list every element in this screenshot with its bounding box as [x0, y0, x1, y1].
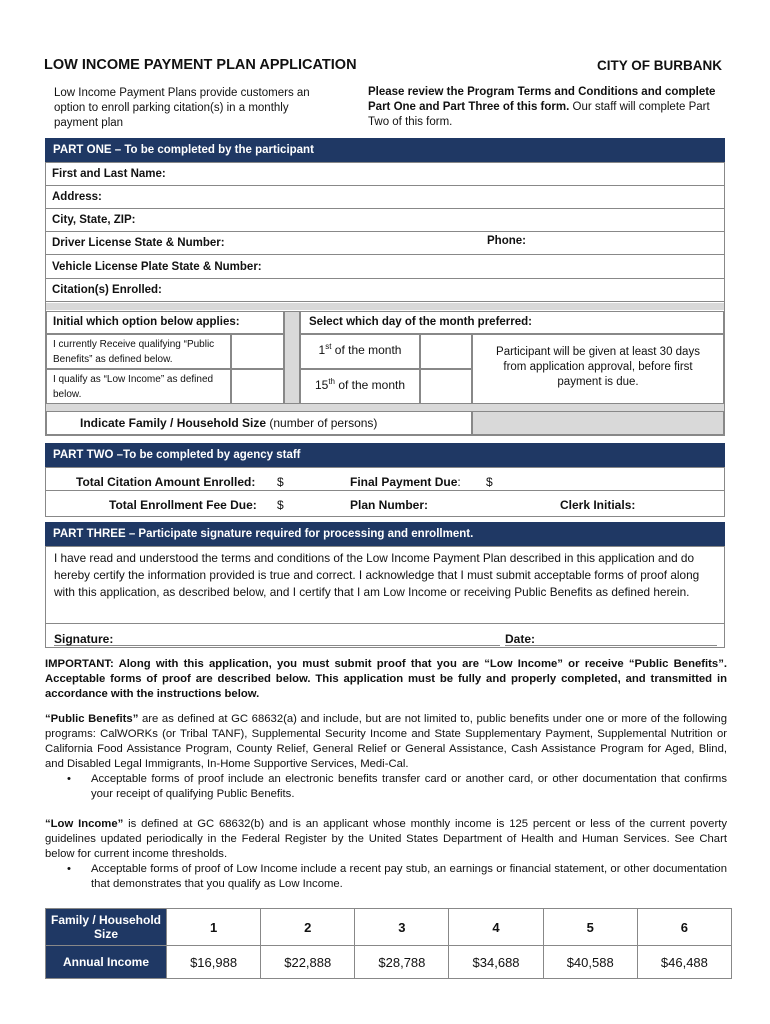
part-one-header: PART ONE – To be completed by the participant: [45, 138, 725, 162]
final-payment-dollar: $: [486, 475, 493, 489]
public-benefits-definition: [45, 712, 727, 802]
income-cell: $40,588: [543, 946, 637, 979]
household-size-note: (number of persons): [266, 416, 378, 430]
low-income-proof: • Acceptable forms of proof of Low Income include a recent pay stub, an earnings or financial statement, or other documentation that demonstrates that you qualify as Low Income.: [45, 862, 727, 892]
part-two-header: PART TWO –To be completed by agency staff: [45, 443, 725, 467]
shaded-cell: [472, 411, 724, 435]
first-day-number: 1: [318, 343, 326, 357]
enrollment-fee-label: Total Enrollment Fee Due:: [109, 498, 257, 512]
driver-license-field[interactable]: [46, 237, 724, 255]
phone-label: Phone:: [487, 235, 526, 247]
fifteenth-day-number: 15: [314, 378, 329, 392]
citations-label: Citation(s) Enrolled:: [52, 284, 162, 296]
payment-notice: Participant will be given at least 30 days from application approval, before first payment is due.: [472, 334, 724, 404]
income-cell: $46,488: [637, 946, 731, 979]
first-of-month-checkbox[interactable]: [420, 334, 472, 369]
plate-label: Vehicle License Plate State & Number:: [52, 261, 262, 273]
important-notice: IMPORTANT: Along with this application, you must submit proof that you are “Low Income” or receive “Public Benefits”. Acceptable forms of proof are described below. This application must be fully and properly completed, and transmitted in accordance with the instructions below.: [45, 658, 727, 700]
fifteenth-of-month-checkbox[interactable]: [420, 369, 472, 404]
size-cell: 5: [543, 909, 637, 946]
instructions-bold: Please review the Program Terms and Conditions and complete Part One and Part Three of this form.: [368, 86, 716, 113]
size-cell: 2: [261, 909, 355, 946]
income-threshold-table: [45, 908, 732, 979]
city-name: CITY OF BURBANK: [596, 58, 722, 73]
household-size-row: [46, 909, 732, 946]
city-state-zip-field[interactable]: [46, 214, 724, 232]
income-cell: $28,788: [355, 946, 449, 979]
size-cell: 6: [637, 909, 731, 946]
income-cell: $34,688: [449, 946, 543, 979]
plan-number-label: Plan Number:: [350, 498, 429, 512]
option-public-benefits: I currently Receive qualifying “Public Benefits” as defined below.: [46, 334, 231, 369]
address-field[interactable]: [46, 191, 724, 209]
intro-description: Low Income Payment Plans provide customers an option to enroll parking citation(s) in a monthly payment plan: [54, 87, 310, 129]
signature-label: Signature:: [54, 632, 114, 646]
intro-instructions: [368, 85, 728, 130]
annual-income-header: Annual Income: [46, 946, 167, 979]
fifteenth-of-month-option: [300, 369, 420, 404]
public-benefits-text: are as defined at GC 68632(a) and include, but are not limited to, public benefits under one or more of the following programs: CalWORKs (or Tribal TANF), Supplemental Security Income and State Supplementary Payment, Supplemental Nutrition or California Food Assistance Program, County Relief, General Relief or General Assistance, Cash Assistance Program for Aged, Blind, and Disabled Legal Immigrants, In-Home Supportive Services, Medi-Cal.: [45, 713, 727, 770]
income-cell: $16,988: [167, 946, 261, 979]
low-income-definition: [45, 817, 727, 892]
size-cell: 3: [355, 909, 449, 946]
public-benefits-term: “Public Benefits”: [45, 713, 139, 725]
annual-income-row: [46, 946, 732, 979]
part-three-header: PART THREE – Participate signature required for processing and enrollment.: [45, 522, 725, 546]
final-payment-colon: :: [457, 475, 461, 489]
enrollment-fee-dollar: $: [277, 498, 284, 512]
initial-box-low-income[interactable]: [231, 369, 284, 404]
initial-box-public-benefits[interactable]: [231, 334, 284, 369]
household-size-label: Indicate Family / Household Size: [80, 416, 267, 430]
public-benefits-proof: • Acceptable forms of proof include an electronic benefits transfer card or another card, or other documentation that confirms your receipt of qualifying Public Benefits.: [45, 772, 727, 802]
size-cell: 1: [167, 909, 261, 946]
initial-option-label: Initial which option below applies:: [46, 311, 284, 334]
total-citation-label: Total Citation Amount Enrolled:: [76, 475, 256, 489]
name-field[interactable]: [46, 168, 724, 186]
driver-license-label: Driver License State & Number:: [52, 237, 225, 249]
total-citation-dollar: $: [277, 475, 284, 489]
clerk-initials-label: Clerk Initials:: [560, 498, 636, 512]
first-day-suffix: st: [325, 342, 332, 351]
final-payment-field: [350, 475, 461, 489]
fifteenth-day-suffix: th: [328, 377, 335, 386]
first-day-text: of the month: [331, 343, 402, 357]
plate-field[interactable]: [46, 261, 724, 279]
part-three-divider: [46, 623, 724, 624]
household-size-field[interactable]: [46, 411, 472, 435]
household-size-header: Family / Household Size: [46, 909, 167, 946]
final-payment-label: Final Payment Due: [350, 475, 458, 489]
city-state-zip-label: City, State, ZIP:: [52, 214, 136, 226]
address-label: Address:: [52, 191, 102, 203]
instructions-plain: Our staff will complete Part Two of this form.: [368, 101, 710, 128]
citations-field[interactable]: [46, 284, 724, 302]
certification-text: I have read and understood the terms and conditions of the Low Income Payment Plan described in this application and do hereby certify the information provided is true and correct. I acknowledge that I must submit acceptable forms of proof along with this application, as described below, and I certify that I am Low Income or receiving Public Benefits as defined herein.: [54, 551, 700, 599]
first-of-month-option: [300, 334, 420, 369]
low-income-text: is defined at GC 68632(b) and is an applicant whose monthly income is 125 percent or less of the current poverty guidelines updated periodically in the Federal Register by the United States Department of Health and Human Services. See Chart below for current income thresholds.: [45, 818, 727, 860]
income-cell: $22,888: [261, 946, 355, 979]
shaded-separator-2: [46, 404, 724, 411]
low-income-term: “Low Income”: [45, 818, 124, 830]
signature-field[interactable]: [54, 630, 500, 646]
name-label: First and Last Name:: [52, 168, 166, 180]
size-cell: 4: [449, 909, 543, 946]
day-preference-label: Select which day of the month preferred:: [300, 311, 724, 334]
part-two-divider: [46, 490, 724, 491]
shaded-separator: [46, 303, 724, 310]
shaded-column: [284, 311, 300, 404]
date-label: Date:: [505, 632, 536, 646]
option-low-income: I qualify as “Low Income” as defined below.: [46, 369, 231, 404]
date-field[interactable]: [505, 630, 717, 646]
fifteenth-day-text: of the month: [334, 378, 406, 392]
form-title: LOW INCOME PAYMENT PLAN APPLICATION: [44, 57, 357, 73]
